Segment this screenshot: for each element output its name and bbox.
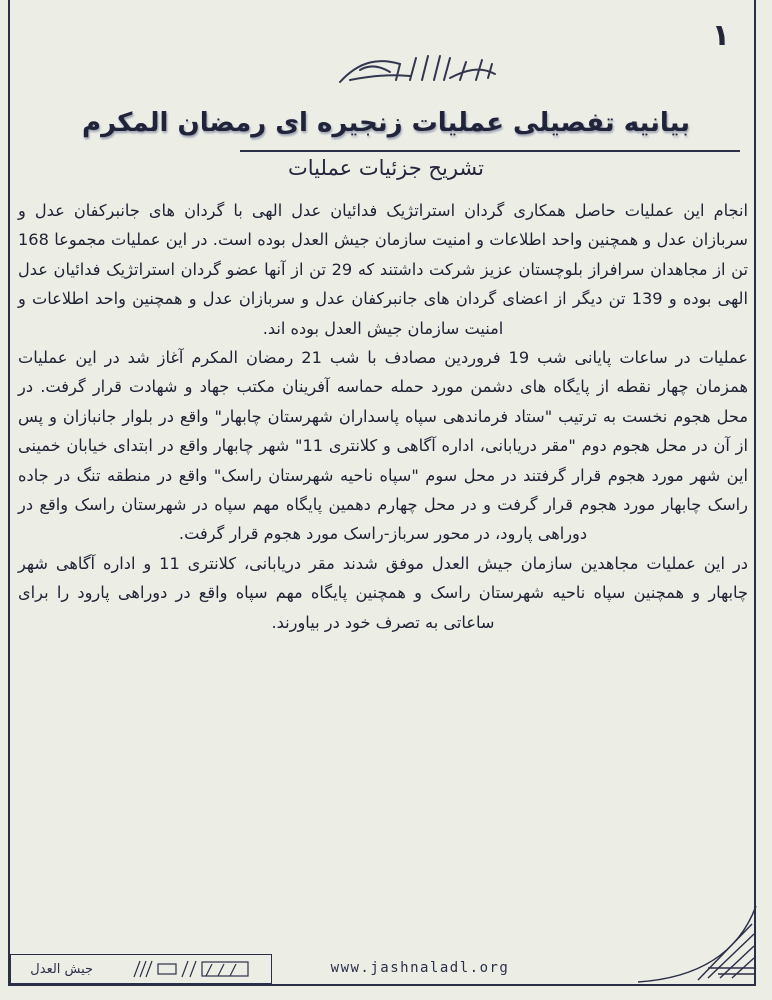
paragraph-outcome: در این عملیات مجاهدین سازمان جیش العدل موفق شدند مقر دریابانی، کلانتری 11 و اداره آگاهی شهر چابهار و همچنین سپاه ناحیه شهرستان راسک و همچنین پایگاه مهم سپاه واقع در دوراهی پارود را برای ساعاتی به تصرف خود در بیاورند. <box>18 553 748 632</box>
paragraph-operation-details: عملیات در ساعات پایانی شب 19 فروردین مصادف با شب 21 رمضان المکرم آغاز شد در این عملیات همزمان چهار نقطه از پایگاه های دشمن مورد حمله حماسه آفرینان مکتب جهاد و شهادت قرار گرفت. در محل هجوم نخست به ترتیب "ستاد فرماندهی سپاه پاسداران شهرستان چابهار" واقع در بلوار جانبازان و پس از آن در محل هجوم دوم "مقر دریابانی، اداره آگاهی و کلانتری 11" شهر چابهار واقع در ابتدای خیابان خمینی این شهر مورد هجوم قرار گرفتند در محل سوم "سپاه ناحیه شهرستان راسک" واقع در منطقه تنگ در جاده راسک چابهار مورد هجوم قرار گرفت و در محل چهارم دهمین پایگاه مهم سپاه در شهرستان راسک واقع در دوراهی پارود، در محور سرباز-راسک مورد هجوم قرار گرفت. <box>18 348 749 544</box>
footer-website-link[interactable]: www.jashnaladl.org <box>330 960 510 976</box>
document-body <box>18 196 748 637</box>
basmala-calligraphy-icon <box>330 50 510 90</box>
document-subtitle: تشریح جزئیات عملیات <box>288 156 484 180</box>
basmala-calligraphy <box>330 50 510 90</box>
footer-stamp-text: جیش العدل <box>30 961 94 977</box>
paragraph-participants: انجام این عملیات حاصل همکاری گردان استراتژیک فدائیان عدل الهی با گردان های جانبرکفان عدل و سربازان عدل و همچنین واحد اطلاعات و امنیت سازمان جیش العدل بوده است. در این عملیات مجموعا 168 تن از مجاهدان سرافراز بلوچستان عزیز شرکت داشتند که 29 تن از آنها عضو گردان استراتژیک فدائیان عدل الهی بوده و 139 تن دیگر از اعضای گردان های جانبرکفان عدل و سربازان عدل و همچنین واحد اطلاعات و امنیت سازمان جیش العدل بوده اند. <box>18 201 748 338</box>
document-title: بیانیه تفصیلی عملیات زنجیره ای رمضان المکرم <box>82 108 690 138</box>
page-number: ۱ <box>711 18 730 53</box>
footer-stamp-pattern-icon <box>132 959 252 979</box>
title-underline <box>240 150 740 152</box>
footer-stamp <box>10 954 272 984</box>
corner-ornament-icon <box>638 904 758 984</box>
